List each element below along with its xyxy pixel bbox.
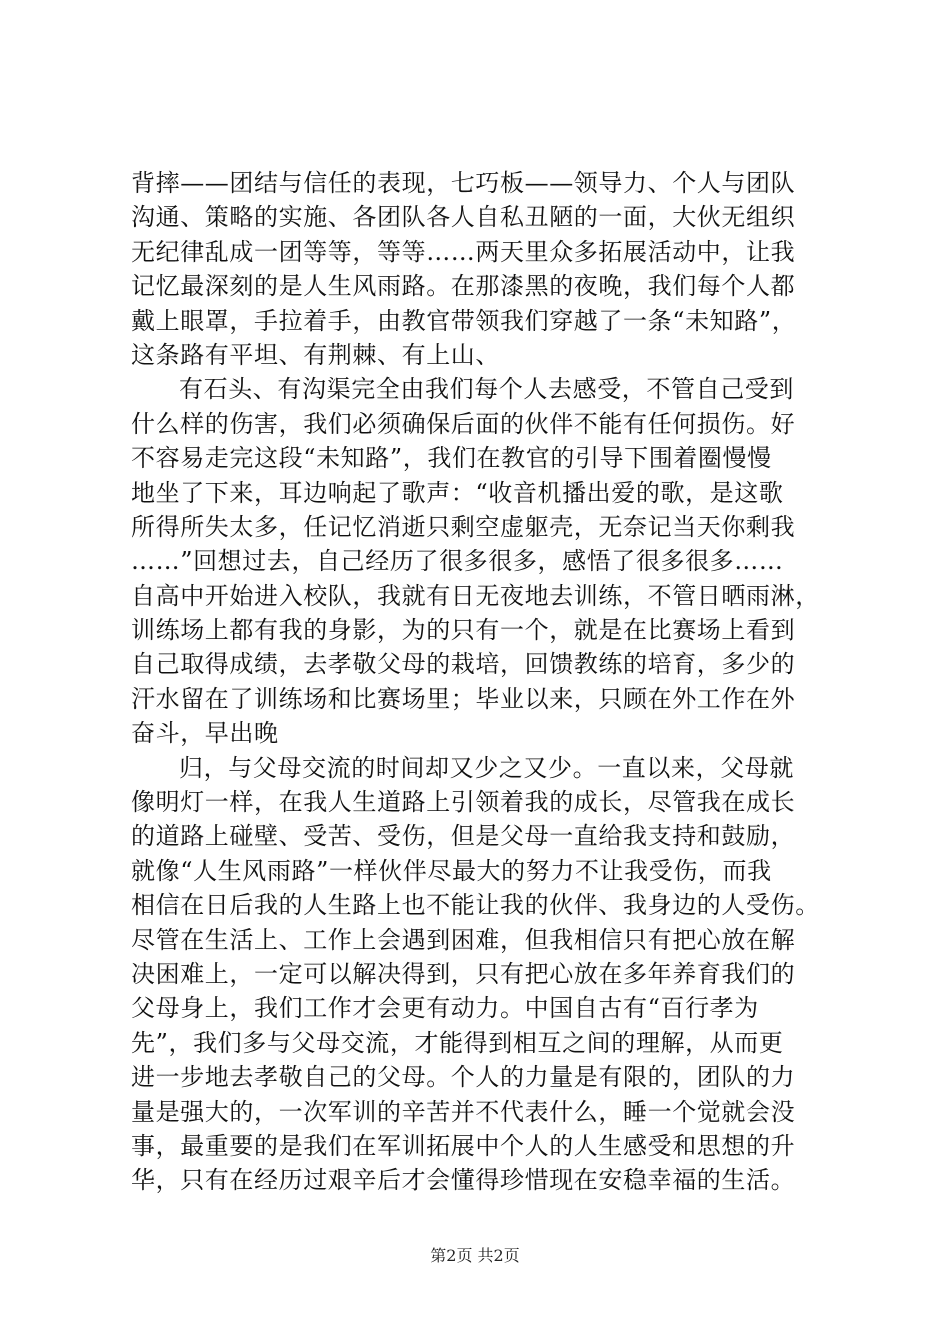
text-line: 所得所失太多，任记忆消逝只剩空虚躯壳，无奈记当天你剩我: [131, 512, 796, 541]
text-line: 地坐了下来，耳边响起了歌声：“收音机播出爱的歌，是这歌: [131, 478, 784, 507]
text-line: 自高中开始进入校队，我就有日无夜地去训练，不管日晒雨淋，: [131, 581, 820, 610]
text-line: 进一步地去孝敬自己的父母。个人的力量是有限的，团队的力: [131, 1063, 796, 1092]
text-line: 汗水留在了训练场和比赛场里；毕业以来，只顾在外工作在外: [131, 684, 796, 713]
text-line: 事，最重要的是我们在军训拓展中个人的人生感受和思想的升: [131, 1131, 796, 1160]
page-number-footer: 第2页 共2页: [430, 1246, 520, 1265]
text-line: 的道路上碰壁、受苦、受伤，但是父母一直给我支持和鼓励，: [131, 822, 796, 851]
text-line: 父母身上，我们工作才会更有动力。中国自古有“百行孝为: [131, 994, 759, 1023]
text-line: 量是强大的，一次军训的辛苦并不代表什么，睡一个觉就会没: [131, 1097, 796, 1126]
text-line: 训练场上都有我的身影，为的只有一个，就是在比赛场上看到: [131, 616, 796, 645]
text-line: 尽管在生活上、工作上会遇到困难，但我相信只有把心放在解: [131, 925, 796, 954]
text-line: 不容易走完这段“未知路”，我们在教官的引导下围着圈慢慢: [131, 444, 772, 473]
text-line: 无纪律乱成一团等等，等等……两天里众多拓展活动中，让我: [131, 237, 796, 266]
text-line: 有石头、有沟渠完全由我们每个人去感受，不管自己受到: [179, 375, 794, 404]
text-line: 相信在日后我的人生路上也不能让我的伙伴、我身边的人受伤。: [131, 891, 820, 920]
text-line: 华，只有在经历过艰辛后才会懂得珍惜现在安稳幸福的生活。: [131, 1166, 796, 1195]
text-line: 戴上眼罩，手拉着手，由教官带领我们穿越了一条“未知路”，: [131, 306, 797, 335]
text-line: 奋斗，早出晚: [131, 719, 279, 748]
text-line: 自己取得成绩，去孝敬父母的栽培，回馈教练的培育，多少的: [131, 650, 796, 679]
body-text: [131, 166, 831, 1198]
text-line: 像明灯一样，在我人生道路上引领着我的成长，尽管我在成长: [131, 788, 796, 817]
text-line: 决困难上，一定可以解决得到，只有把心放在多年养育我们的: [131, 959, 796, 988]
text-line: 记忆最深刻的是人生风雨路。在那漆黑的夜晚，我们每个人都: [131, 272, 796, 301]
text-line: ……”回想过去，自己经历了很多很多，感悟了很多很多……: [131, 547, 784, 576]
text-line: 先”，我们多与父母交流，才能得到相互之间的理解，从而更: [131, 1028, 784, 1057]
text-line: 沟通、策略的实施、各团队各人自私丑陋的一面，大伙无组织: [131, 203, 796, 232]
text-line: 就像“人生风雨路”一样伙伴尽最大的努力不让我受伤，而我: [131, 856, 772, 885]
text-line: 这条路有平坦、有荆棘、有上山、: [131, 340, 500, 369]
text-line: 归，与父母交流的时间却又少之又少。一直以来，父母就: [179, 753, 794, 782]
text-line: 什么样的伤害，我们必须确保后面的伙伴不能有任何损伤。好: [131, 409, 796, 438]
text-line: 背摔——团结与信任的表现，七巧板——领导力、个人与团队: [131, 169, 796, 197]
